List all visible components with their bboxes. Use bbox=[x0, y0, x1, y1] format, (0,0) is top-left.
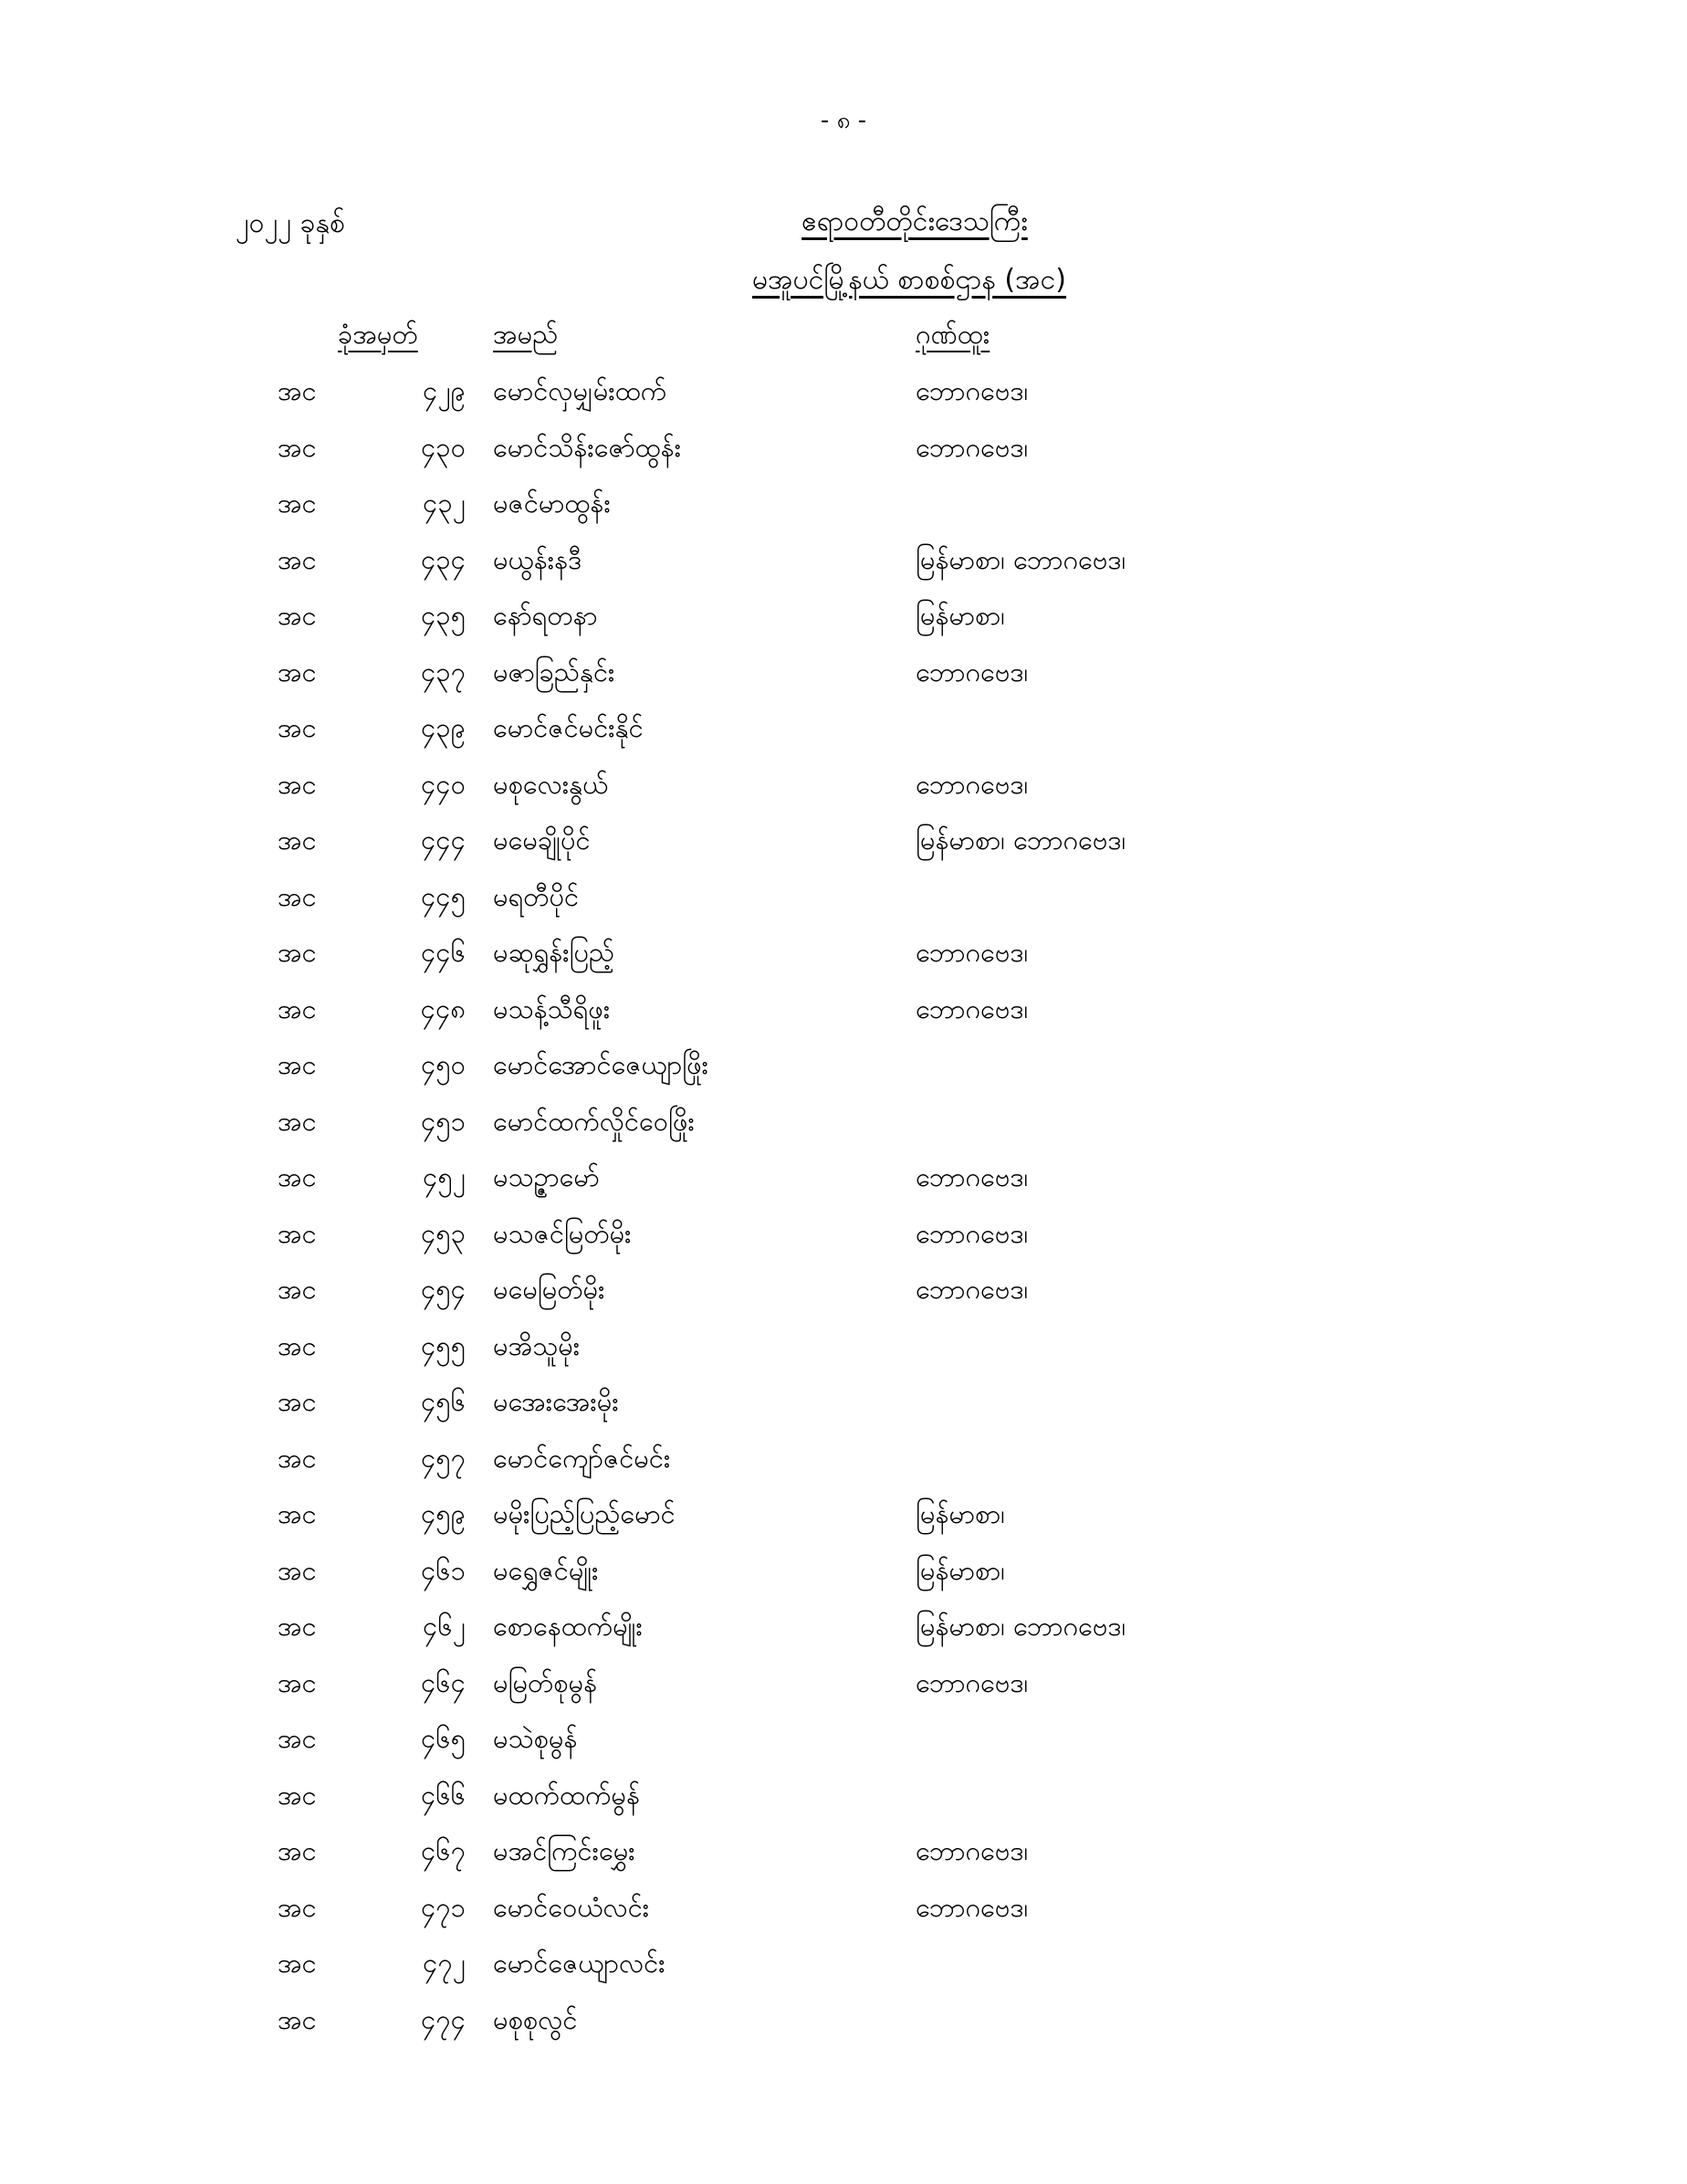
list-item bbox=[0, 540, 1687, 596]
region-title: ဧရာဝတီတိုင်းဒေသကြီး bbox=[802, 205, 1028, 237]
roll-prefix: အင bbox=[278, 1105, 317, 1137]
roll-number: ၄၃၄ bbox=[421, 543, 466, 575]
list-item bbox=[0, 820, 1687, 877]
student-name: မထက်ထက်မွန် bbox=[493, 1779, 640, 1811]
list-item bbox=[0, 2000, 1687, 2056]
list-item bbox=[0, 1887, 1687, 1944]
list-item bbox=[0, 1943, 1687, 2000]
student-name: မမေချိုပိုင် bbox=[493, 824, 591, 856]
roll-prefix: အင bbox=[278, 2003, 317, 2035]
roll-prefix: အင bbox=[278, 1386, 317, 1417]
roll-number: ၄၃၀ bbox=[421, 431, 466, 463]
roll-number: ၄၃၅ bbox=[421, 600, 466, 631]
roll-prefix: အင bbox=[278, 1891, 317, 1923]
roll-number: ၄၆၅ bbox=[421, 1723, 466, 1754]
list-item bbox=[0, 1606, 1687, 1663]
distinction: မြန်မာစာ၊ bbox=[916, 600, 1005, 631]
roll-prefix: အင bbox=[278, 937, 317, 968]
student-name: မစုလေးနွယ် bbox=[493, 768, 609, 800]
student-name: နော်ရတနာ bbox=[493, 600, 598, 631]
roll-number: ၄၅၂ bbox=[423, 1161, 466, 1192]
roll-number: ၄၇၂ bbox=[423, 1948, 466, 1979]
roll-number: ၄၆၆ bbox=[421, 1779, 466, 1811]
student-name: မောင်လှမျှမ်းထက် bbox=[493, 375, 667, 406]
roll-number: ၄၂၉ bbox=[423, 375, 466, 406]
distinction: ဘောဂဗေဒ၊ bbox=[916, 937, 1029, 968]
roll-number: ၄၄၆ bbox=[421, 937, 466, 968]
list-item bbox=[0, 1718, 1687, 1775]
exam-year: ၂၀၂၂ ခုနှစ် bbox=[236, 207, 345, 239]
student-name: မဇာခြည်နှင်း bbox=[493, 656, 615, 688]
roll-prefix: အင bbox=[278, 488, 317, 519]
list-item bbox=[0, 877, 1687, 933]
column-header-distinction: ဂုဏ်ထူး bbox=[916, 319, 990, 350]
results-list bbox=[0, 371, 1687, 2055]
roll-prefix: အင bbox=[278, 431, 317, 463]
roll-number: ၄၆၂ bbox=[423, 1611, 466, 1642]
list-item bbox=[0, 1326, 1687, 1382]
roll-number: ၄၄၈ bbox=[420, 992, 466, 1024]
roll-number: ၄၅၅ bbox=[421, 1329, 466, 1361]
roll-prefix: အင bbox=[278, 656, 317, 688]
distinction: ဘောဂဗေဒ၊ bbox=[916, 1217, 1029, 1249]
student-name: မောင်ဝေယံလင်း bbox=[493, 1891, 650, 1923]
roll-prefix: အင bbox=[278, 600, 317, 631]
roll-prefix: အင bbox=[278, 992, 317, 1024]
distinction: ဘောဂဗေဒ၊ bbox=[916, 431, 1029, 463]
roll-prefix: အင bbox=[278, 1779, 317, 1811]
roll-number: ၄၆၁ bbox=[421, 1554, 466, 1586]
distinction: ဘောဂဗေဒ၊ bbox=[916, 1891, 1029, 1923]
distinction: မြန်မာစာ၊ bbox=[916, 1498, 1005, 1529]
student-name: မအင်ကြင်းမွှေး bbox=[493, 1835, 635, 1866]
roll-number: ၄၅၃ bbox=[421, 1217, 466, 1249]
distinction: မြန်မာစာ၊ ဘောဂဗေဒ၊ bbox=[916, 824, 1126, 856]
roll-prefix: အင bbox=[278, 824, 317, 856]
roll-number: ၄၃၂ bbox=[423, 488, 466, 519]
list-item bbox=[0, 708, 1687, 764]
list-item bbox=[0, 1494, 1687, 1550]
student-name: မမေမြတ်မိုး bbox=[493, 1274, 605, 1305]
student-name: မောင်ဇေယျာလင်း bbox=[493, 1948, 665, 1979]
roll-number: ၄၅၆ bbox=[421, 1386, 466, 1417]
roll-prefix: အင bbox=[278, 1329, 317, 1361]
list-item bbox=[0, 427, 1687, 484]
student-name: မောင်ဇင်မင်းနိုင် bbox=[493, 712, 644, 743]
distinction: မြန်မာစာ၊ ဘောဂဗေဒ၊ bbox=[916, 1611, 1126, 1642]
student-name: မဇင်မာထွန်း bbox=[493, 488, 611, 519]
list-item bbox=[0, 764, 1687, 821]
roll-number: ၄၅၀ bbox=[421, 1049, 466, 1080]
list-item bbox=[0, 1045, 1687, 1101]
roll-prefix: အင bbox=[278, 1217, 317, 1249]
roll-number: ၄၅၉ bbox=[421, 1498, 466, 1529]
roll-number: ၄၄၀ bbox=[421, 768, 466, 800]
roll-prefix: အင bbox=[278, 1049, 317, 1080]
roll-prefix: အင bbox=[278, 375, 317, 406]
student-name: မောင်ထက်လှိုင်ဝေဖြိုး bbox=[493, 1105, 695, 1137]
student-name: မသဇင်မြတ်မိုး bbox=[493, 1217, 632, 1249]
student-name: မသဲစုမွန် bbox=[493, 1723, 578, 1754]
roll-number: ၄၄၄ bbox=[421, 824, 466, 856]
list-item bbox=[0, 932, 1687, 989]
roll-number: ၄၅၇ bbox=[421, 1442, 466, 1474]
student-name: မဆုရွှန်းပြည့် bbox=[493, 937, 615, 968]
student-name: မသဉ္ဇာမော် bbox=[493, 1161, 600, 1192]
student-name: မောင်သိန်းဇော်ထွန်း bbox=[493, 431, 682, 463]
roll-prefix: အင bbox=[278, 1611, 317, 1642]
distinction: ဘောဂဗေဒ၊ bbox=[916, 1161, 1029, 1192]
roll-prefix: အင bbox=[278, 1442, 317, 1474]
list-item bbox=[0, 371, 1687, 427]
student-name: မအေးအေးမိုး bbox=[493, 1386, 619, 1417]
list-item bbox=[0, 1213, 1687, 1270]
distinction: မြန်မာစာ၊ ဘောဂဗေဒ၊ bbox=[916, 543, 1126, 575]
roll-number: ၄၅၄ bbox=[421, 1274, 466, 1305]
distinction: ဘောဂဗေဒ၊ bbox=[916, 992, 1029, 1024]
page-number: - ၈ - bbox=[820, 107, 867, 134]
roll-prefix: အင bbox=[278, 1948, 317, 1979]
student-name: စောနေထက်မျိုး bbox=[493, 1611, 643, 1642]
roll-number: ၄၄၅ bbox=[421, 880, 466, 912]
distinction: ဘောဂဗေဒ၊ bbox=[916, 1666, 1029, 1698]
distinction: ဘောဂဗေဒ၊ bbox=[916, 1274, 1029, 1305]
column-header-name: အမည် bbox=[493, 319, 559, 350]
list-item bbox=[0, 1438, 1687, 1495]
roll-number: ၄၆၇ bbox=[421, 1835, 466, 1866]
roll-number: ၄၃၇ bbox=[421, 656, 466, 688]
list-item bbox=[0, 1381, 1687, 1438]
list-item bbox=[0, 1101, 1687, 1158]
list-item bbox=[0, 1831, 1687, 1887]
student-name: မသန့်သီရိဖူး bbox=[493, 992, 611, 1024]
list-item bbox=[0, 1157, 1687, 1213]
exam-center-title: မအူပင်မြို့နယ် စာစစ်ဌာန (အင) bbox=[752, 264, 1067, 296]
student-name: မမိုးပြည့်ပြည့်မောင် bbox=[493, 1498, 676, 1529]
roll-prefix: အင bbox=[278, 543, 317, 575]
student-name: မရွှေဇင်မျိုး bbox=[493, 1554, 599, 1586]
roll-number: ၄၆၄ bbox=[421, 1666, 466, 1698]
roll-prefix: အင bbox=[278, 1835, 317, 1866]
roll-prefix: အင bbox=[278, 1666, 317, 1698]
student-name: မစုစုလွင် bbox=[493, 2003, 578, 2035]
roll-prefix: အင bbox=[278, 1498, 317, 1529]
list-item bbox=[0, 1269, 1687, 1326]
list-item bbox=[0, 1550, 1687, 1607]
roll-number: ၄၃၉ bbox=[421, 712, 466, 743]
student-name: မယွန်းနဒီ bbox=[493, 543, 582, 575]
student-name: မအိသူမိုး bbox=[493, 1329, 581, 1361]
list-item bbox=[0, 989, 1687, 1045]
roll-prefix: အင bbox=[278, 1274, 317, 1305]
distinction: ဘောဂဗေဒ၊ bbox=[916, 375, 1029, 406]
student-name: မောင်အောင်ဇေယျာဖြိုး bbox=[493, 1049, 709, 1080]
roll-number: ၄၅၁ bbox=[421, 1105, 466, 1137]
distinction: မြန်မာစာ၊ bbox=[916, 1554, 1005, 1586]
roll-number: ၄၇၄ bbox=[421, 2003, 466, 2035]
roll-prefix: အင bbox=[278, 1554, 317, 1586]
roll-prefix: အင bbox=[278, 1161, 317, 1192]
list-item bbox=[0, 595, 1687, 652]
student-name: မောင်ကျော်ဇင်မင်း bbox=[493, 1442, 671, 1474]
list-item bbox=[0, 1775, 1687, 1832]
list-item bbox=[0, 652, 1687, 709]
list-item bbox=[0, 483, 1687, 540]
student-name: မမြတ်စုမွန် bbox=[493, 1666, 598, 1698]
distinction: ဘောဂဗေဒ၊ bbox=[916, 656, 1029, 688]
roll-prefix: အင bbox=[278, 768, 317, 800]
roll-number: ၄၇၁ bbox=[421, 1891, 466, 1923]
roll-prefix: အင bbox=[278, 712, 317, 743]
distinction: ဘောဂဗေဒ၊ bbox=[916, 768, 1029, 800]
roll-prefix: အင bbox=[278, 880, 317, 912]
column-header-roll-number: ခုံအမှတ် bbox=[338, 319, 418, 350]
roll-prefix: အင bbox=[278, 1723, 317, 1754]
list-item bbox=[0, 1663, 1687, 1719]
distinction: ဘောဂဗေဒ၊ bbox=[916, 1835, 1029, 1866]
student-name: မရတီပိုင် bbox=[493, 880, 580, 912]
